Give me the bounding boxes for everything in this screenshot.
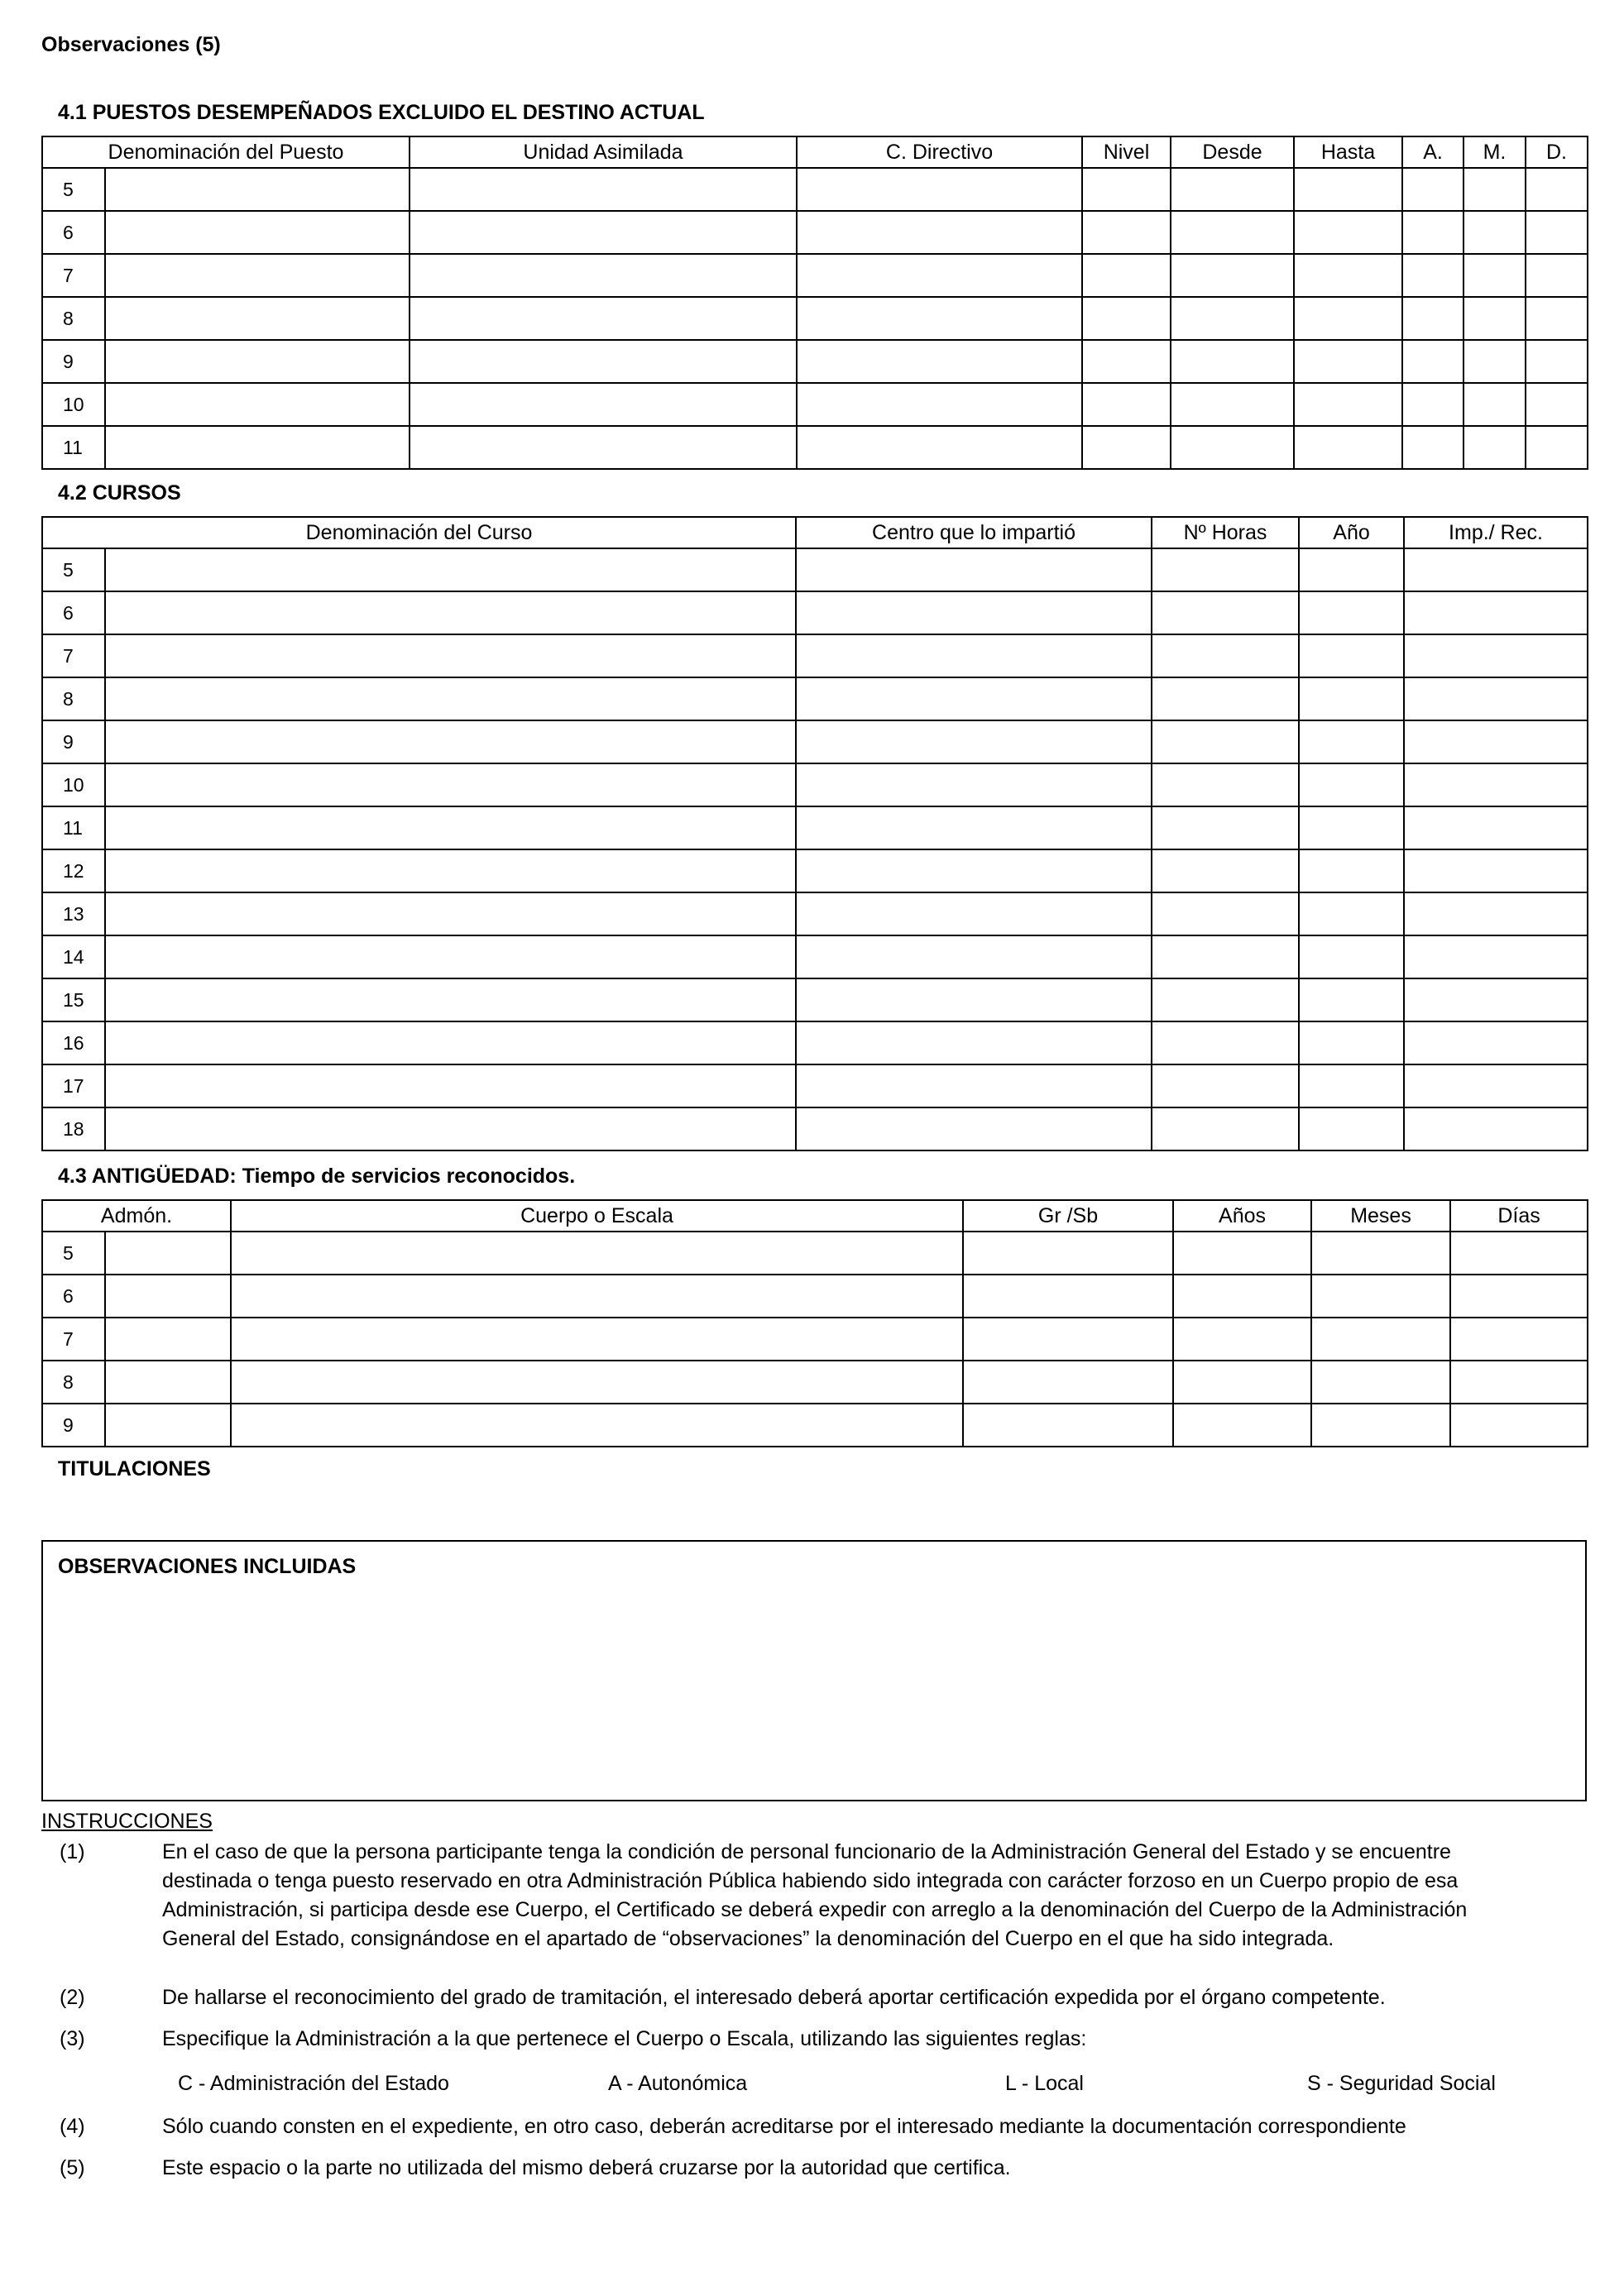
column-header: Admón.: [42, 1200, 231, 1232]
table-cell[interactable]: [1404, 1021, 1588, 1064]
table-cell[interactable]: [105, 297, 410, 340]
instruction-text: Especifique la Administración a la que pertenece el Cuerpo o Escala, utilizando las siguientes reglas:: [162, 2027, 1087, 2050]
table-cell[interactable]: [105, 426, 410, 469]
table-cell[interactable]: [105, 1064, 796, 1107]
table-row: [42, 340, 1588, 383]
table-cell[interactable]: [1152, 849, 1299, 892]
table-cell[interactable]: [105, 935, 796, 978]
table-cell[interactable]: [1299, 548, 1404, 591]
table-cell[interactable]: [1299, 892, 1404, 935]
table-cell[interactable]: [1171, 254, 1294, 297]
table-cell[interactable]: [1526, 340, 1588, 383]
table-cell[interactable]: [796, 591, 1152, 634]
row-number: 17: [42, 1064, 105, 1107]
table-cell[interactable]: [1464, 426, 1526, 469]
table-row: [42, 763, 1588, 806]
row-number: 7: [42, 634, 105, 677]
section-title-antiguedad: 4.3 ANTIGÜEDAD: Tiempo de servicios reconocidos.: [58, 1165, 576, 1188]
table-row: [42, 634, 1588, 677]
table-cell[interactable]: [1171, 168, 1294, 211]
table-cell[interactable]: [796, 763, 1152, 806]
table-cell[interactable]: [1152, 978, 1299, 1021]
table-row: [42, 591, 1588, 634]
table-cell[interactable]: [963, 1404, 1173, 1447]
table-cell[interactable]: [1082, 211, 1171, 254]
table-cell[interactable]: [1464, 168, 1526, 211]
instruction-number: (2): [60, 1986, 85, 2009]
table-cell[interactable]: [1404, 677, 1588, 720]
table-cell[interactable]: [1299, 677, 1404, 720]
observaciones-heading: Observaciones (5): [41, 33, 221, 56]
column-header: Unidad Asimilada: [410, 136, 797, 168]
table-cell[interactable]: [1464, 211, 1526, 254]
table-cell[interactable]: [1152, 1021, 1299, 1064]
table-cell[interactable]: [1402, 168, 1464, 211]
table-row: [42, 297, 1588, 340]
instruction-item-5: [60, 2154, 1540, 2183]
table-cell[interactable]: [105, 806, 796, 849]
table-cell[interactable]: [797, 168, 1082, 211]
row-number: 7: [42, 1318, 105, 1361]
table-cell[interactable]: [963, 1318, 1173, 1361]
instruction-number: (5): [60, 2156, 85, 2179]
table-cell[interactable]: [1152, 548, 1299, 591]
table-cell[interactable]: [1082, 297, 1171, 340]
rule-seguridad-social: S - Seguridad Social: [1307, 2072, 1496, 2095]
column-header: Cuerpo o Escala: [231, 1200, 963, 1232]
rule-autonomica: A - Autonómica: [608, 2072, 748, 2095]
table-cell[interactable]: [1152, 763, 1299, 806]
table-cell[interactable]: [1450, 1318, 1588, 1361]
table-cell[interactable]: [1311, 1232, 1450, 1275]
table-row: [42, 1021, 1588, 1064]
row-number: 8: [42, 297, 105, 340]
table-cell[interactable]: [1526, 297, 1588, 340]
row-number: 11: [42, 426, 105, 469]
table-cell[interactable]: [796, 892, 1152, 935]
table-cell[interactable]: [1173, 1232, 1311, 1275]
row-number: 7: [42, 254, 105, 297]
table-cell[interactable]: [1082, 340, 1171, 383]
table-cell[interactable]: [963, 1275, 1173, 1318]
table-cell[interactable]: [1299, 1064, 1404, 1107]
table-cell[interactable]: [796, 1064, 1152, 1107]
observaciones-box[interactable]: [41, 1540, 1587, 1801]
table-cell[interactable]: [797, 211, 1082, 254]
row-number: 9: [42, 720, 105, 763]
cursos-table: [41, 516, 1588, 1151]
column-header: A.: [1402, 136, 1464, 168]
table-cell[interactable]: [1082, 383, 1171, 426]
instruction-text: En el caso de que la persona participante tenga la condición de personal funcionario de la Administración General del Estado y se encuentre destinada o tenga puesto reservado en otra Administración Pública habiendo sido integrada con carácter forzoso en un Cuerpo propio de esa Administración, si participa desde ese Cuerpo, el Certificado se deberá expedir con arreglo a la denominación del Cuerpo de la Administración General del Estado, consignándose en el apartado de “observaciones” la denominación del Cuerpo en el que ha sido integrada.: [162, 1840, 1468, 1950]
table-cell[interactable]: [1464, 297, 1526, 340]
table-cell[interactable]: [410, 168, 797, 211]
table-cell[interactable]: [105, 1232, 231, 1275]
antiguedad-table: [41, 1199, 1588, 1447]
table-cell[interactable]: [410, 340, 797, 383]
column-header: Denominación del Curso: [42, 517, 796, 548]
table-cell[interactable]: [1526, 254, 1588, 297]
table-row: [42, 1232, 1588, 1275]
table-cell[interactable]: [1299, 1107, 1404, 1150]
table-cell[interactable]: [1450, 1404, 1588, 1447]
table-cell[interactable]: [1526, 383, 1588, 426]
column-header: Días: [1450, 1200, 1588, 1232]
column-header: Nº Horas: [1152, 517, 1299, 548]
table-cell[interactable]: [1171, 211, 1294, 254]
table-cell[interactable]: [105, 1021, 796, 1064]
column-header: C. Directivo: [797, 136, 1082, 168]
table-cell[interactable]: [1299, 978, 1404, 1021]
table-cell[interactable]: [1294, 297, 1402, 340]
table-row: [42, 254, 1588, 297]
table-cell[interactable]: [1294, 426, 1402, 469]
table-cell[interactable]: [1402, 211, 1464, 254]
table-cell[interactable]: [1404, 892, 1588, 935]
table-cell[interactable]: [796, 634, 1152, 677]
table-cell[interactable]: [105, 1275, 231, 1318]
table-cell[interactable]: [1450, 1232, 1588, 1275]
table-cell[interactable]: [796, 1021, 1152, 1064]
table-cell[interactable]: [1294, 168, 1402, 211]
table-cell[interactable]: [105, 211, 410, 254]
row-number: 9: [42, 1404, 105, 1447]
column-header: Imp./ Rec.: [1404, 517, 1588, 548]
table-row: [42, 1275, 1588, 1318]
table-cell[interactable]: [105, 168, 410, 211]
table-cell[interactable]: [1311, 1318, 1450, 1361]
table-cell[interactable]: [796, 978, 1152, 1021]
table-cell[interactable]: [1299, 1021, 1404, 1064]
column-header: Nivel: [1082, 136, 1171, 168]
instruction-number: (3): [60, 2027, 85, 2050]
table-cell[interactable]: [1299, 763, 1404, 806]
table-cell[interactable]: [105, 892, 796, 935]
table-cell[interactable]: [1152, 806, 1299, 849]
table-cell[interactable]: [1152, 634, 1299, 677]
table-cell[interactable]: [1171, 383, 1294, 426]
table-cell[interactable]: [1152, 677, 1299, 720]
table-row: [42, 1107, 1588, 1150]
table-cell[interactable]: [1464, 383, 1526, 426]
table-cell[interactable]: [963, 1361, 1173, 1404]
table-cell[interactable]: [1404, 1064, 1588, 1107]
table-cell[interactable]: [1082, 254, 1171, 297]
table-cell[interactable]: [1311, 1275, 1450, 1318]
table-cell[interactable]: [1402, 340, 1464, 383]
table-row: [42, 1404, 1588, 1447]
table-cell[interactable]: [1526, 211, 1588, 254]
table-cell[interactable]: [1404, 591, 1588, 634]
table-cell[interactable]: [1152, 892, 1299, 935]
table-row: [42, 720, 1588, 763]
column-header: Centro que lo impartió: [796, 517, 1152, 548]
column-header: D.: [1526, 136, 1588, 168]
table-cell[interactable]: [1404, 935, 1588, 978]
table-cell[interactable]: [105, 978, 796, 1021]
table-row: [42, 168, 1588, 211]
table-cell[interactable]: [1526, 168, 1588, 211]
table-cell[interactable]: [1152, 1064, 1299, 1107]
table-cell[interactable]: [797, 254, 1082, 297]
table-cell[interactable]: [1404, 763, 1588, 806]
table-cell[interactable]: [1299, 806, 1404, 849]
column-header: Año: [1299, 517, 1404, 548]
table-cell[interactable]: [1294, 340, 1402, 383]
table-cell[interactable]: [231, 1275, 963, 1318]
rule-estado: C - Administración del Estado: [178, 2072, 449, 2095]
row-number: 8: [42, 1361, 105, 1404]
table-cell[interactable]: [1171, 340, 1294, 383]
table-cell[interactable]: [1402, 426, 1464, 469]
table-row: [42, 426, 1588, 469]
table-cell[interactable]: [105, 677, 796, 720]
instruction-item-3: [60, 2025, 1540, 2054]
table-cell[interactable]: [1294, 211, 1402, 254]
row-number: 14: [42, 935, 105, 978]
table-cell[interactable]: [1450, 1361, 1588, 1404]
table-cell[interactable]: [1311, 1361, 1450, 1404]
table-cell[interactable]: [1171, 426, 1294, 469]
table-cell[interactable]: [410, 211, 797, 254]
table-cell[interactable]: [105, 1361, 231, 1404]
column-header: Hasta: [1294, 136, 1402, 168]
table-cell[interactable]: [1173, 1361, 1311, 1404]
table-cell[interactable]: [1404, 1107, 1588, 1150]
table-cell[interactable]: [1152, 720, 1299, 763]
row-number: 18: [42, 1107, 105, 1150]
table-cell[interactable]: [1464, 254, 1526, 297]
table-row: [42, 892, 1588, 935]
table-cell[interactable]: [1173, 1404, 1311, 1447]
table-row: [42, 1064, 1588, 1107]
row-number: 12: [42, 849, 105, 892]
table-cell[interactable]: [105, 849, 796, 892]
table-cell[interactable]: [1404, 720, 1588, 763]
table-cell[interactable]: [796, 1107, 1152, 1150]
instruction-text: Este espacio o la parte no utilizada del mismo deberá cruzarse por la autoridad que certifica.: [162, 2156, 1011, 2179]
instruction-text: De hallarse el reconocimiento del grado de tramitación, el interesado deberá aportar certificación expedida por el órgano competente.: [162, 1986, 1386, 2009]
table-cell[interactable]: [1152, 591, 1299, 634]
row-number: 8: [42, 677, 105, 720]
table-cell[interactable]: [796, 677, 1152, 720]
table-cell[interactable]: [1294, 254, 1402, 297]
table-cell[interactable]: [796, 548, 1152, 591]
table-cell[interactable]: [1404, 849, 1588, 892]
table-cell[interactable]: [231, 1232, 963, 1275]
column-header: Gr /Sb: [963, 1200, 1173, 1232]
puestos-table: [41, 136, 1588, 470]
row-number: 5: [42, 1232, 105, 1275]
table-cell[interactable]: [1299, 849, 1404, 892]
table-cell[interactable]: [1299, 591, 1404, 634]
table-cell[interactable]: [797, 297, 1082, 340]
table-cell[interactable]: [231, 1361, 963, 1404]
table-cell[interactable]: [1299, 720, 1404, 763]
table-cell[interactable]: [105, 591, 796, 634]
table-cell[interactable]: [1402, 383, 1464, 426]
table-cell[interactable]: [1299, 634, 1404, 677]
table-cell[interactable]: [105, 254, 410, 297]
table-cell[interactable]: [1404, 634, 1588, 677]
instruction-item-1: [60, 1838, 1540, 1954]
row-number: 6: [42, 591, 105, 634]
table-cell[interactable]: [796, 720, 1152, 763]
table-cell[interactable]: [1173, 1275, 1311, 1318]
rule-local: L - Local: [1005, 2072, 1084, 2095]
instruction-number: (4): [60, 2115, 85, 2138]
table-cell[interactable]: [796, 935, 1152, 978]
instruction-text: Sólo cuando consten en el expediente, en otro caso, deberán acreditarse por el interesado mediante la documentación correspondiente: [162, 2115, 1406, 2138]
row-number: 11: [42, 806, 105, 849]
titulaciones-heading: TITULACIONES: [58, 1457, 211, 1480]
row-number: 10: [42, 763, 105, 806]
table-cell[interactable]: [1404, 806, 1588, 849]
table-row: [42, 383, 1588, 426]
table-cell[interactable]: [1299, 935, 1404, 978]
table-cell[interactable]: [1526, 426, 1588, 469]
row-number: 5: [42, 168, 105, 211]
row-number: 16: [42, 1021, 105, 1064]
table-cell[interactable]: [796, 849, 1152, 892]
table-cell[interactable]: [1311, 1404, 1450, 1447]
table-cell[interactable]: [797, 426, 1082, 469]
table-row: [42, 978, 1588, 1021]
instruction-item-2: [60, 1983, 1540, 2012]
table-cell[interactable]: [963, 1232, 1173, 1275]
table-cell[interactable]: [1082, 426, 1171, 469]
table-cell[interactable]: [1171, 297, 1294, 340]
table-cell[interactable]: [105, 1404, 231, 1447]
table-row: [42, 1318, 1588, 1361]
table-row: [42, 677, 1588, 720]
table-cell[interactable]: [231, 1404, 963, 1447]
table-row: [42, 211, 1588, 254]
table-cell[interactable]: [1152, 1107, 1299, 1150]
table-cell[interactable]: [1404, 978, 1588, 1021]
table-cell[interactable]: [231, 1318, 963, 1361]
table-cell[interactable]: [1450, 1275, 1588, 1318]
table-cell[interactable]: [105, 720, 796, 763]
table-cell[interactable]: [410, 426, 797, 469]
table-cell[interactable]: [410, 383, 797, 426]
table-cell[interactable]: [410, 297, 797, 340]
table-cell[interactable]: [105, 340, 410, 383]
table-cell[interactable]: [1402, 297, 1464, 340]
table-cell[interactable]: [410, 254, 797, 297]
instrucciones-heading: INSTRUCCIONES: [41, 1810, 213, 1833]
table-cell[interactable]: [1402, 254, 1464, 297]
table-row: [42, 806, 1588, 849]
table-row: [42, 1361, 1588, 1404]
table-cell[interactable]: [105, 763, 796, 806]
column-header: Desde: [1171, 136, 1294, 168]
instruction-number: (1): [60, 1840, 85, 1863]
table-cell[interactable]: [1173, 1318, 1311, 1361]
row-number: 10: [42, 383, 105, 426]
column-header: Meses: [1311, 1200, 1450, 1232]
table-cell[interactable]: [1294, 383, 1402, 426]
table-cell[interactable]: [1082, 168, 1171, 211]
row-number: 9: [42, 340, 105, 383]
column-header: Años: [1173, 1200, 1311, 1232]
table-cell[interactable]: [105, 1318, 231, 1361]
observaciones-incluidas-label: OBSERVACIONES INCLUIDAS: [58, 1555, 357, 1578]
row-number: 6: [42, 211, 105, 254]
section-title-puestos: 4.1 PUESTOS DESEMPEÑADOS EXCLUIDO EL DESTINO ACTUAL: [58, 101, 705, 124]
table-row: [42, 935, 1588, 978]
table-cell[interactable]: [105, 634, 796, 677]
row-number: 5: [42, 548, 105, 591]
table-cell[interactable]: [796, 806, 1152, 849]
table-row: [42, 849, 1588, 892]
column-header: Denominación del Puesto: [42, 136, 410, 168]
table-cell[interactable]: [105, 548, 796, 591]
section-title-cursos: 4.2 CURSOS: [58, 481, 181, 505]
table-cell[interactable]: [797, 383, 1082, 426]
row-number: 6: [42, 1275, 105, 1318]
table-cell[interactable]: [105, 383, 410, 426]
table-row: [42, 548, 1588, 591]
table-cell[interactable]: [1404, 548, 1588, 591]
table-cell[interactable]: [1152, 935, 1299, 978]
instruction-item-4: [60, 2112, 1540, 2141]
column-header: M.: [1464, 136, 1526, 168]
table-cell[interactable]: [797, 340, 1082, 383]
row-number: 15: [42, 978, 105, 1021]
table-cell[interactable]: [105, 1107, 796, 1150]
row-number: 13: [42, 892, 105, 935]
table-cell[interactable]: [1464, 340, 1526, 383]
